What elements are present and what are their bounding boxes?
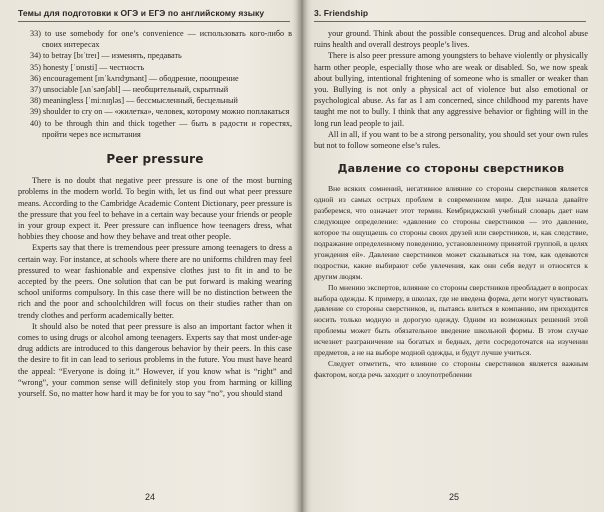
vocab-item: 40) to be through thin and thick together — быть в радости и горестях, пройти через все испытания: [30, 118, 292, 139]
vocabulary-list: [30, 28, 292, 140]
russian-text: [314, 184, 588, 380]
vocab-item: 35) honesty [ˈɒnɪsti] — честность: [30, 62, 145, 72]
page-number-right: 25: [448, 492, 459, 502]
vocab-item: 39) shoulder to cry on — «жилетка», человек, которому можно поплакаться: [30, 107, 290, 117]
vocab-item: 33) to use somebody for one’s convenience — использовать кого-либо в своих интересах: [30, 29, 292, 50]
paragraph: По мнению экспертов, влияние со стороны сверстников преобладает в вопросах выбора одежды. К примеру, в школах, где не введена форма, дети могут чувствовать давление со стороны сверстников, и, пытаясь влиться в компанию, им приходится носить только модную и дорогую одежду. Одним из возможных решений этой проблемы может быть обязательное введение школьной формы. В этом случае исчезнет разграничение на богатых и бедных, дети сосредоточатся на изучении предметов, а не на выборе модной одежды, и будут лучше учиться.: [314, 282, 588, 358]
paragraph: There is no doubt that negative peer pressure is one of the most burning problems in the modern world. To begin with, let us find out what peer pressure means. According to the Cambridge Academic Content Dictionary, peer pressure is the pressure that you feel to behave in a certain way because your friends or people in your group expect it. Peer pressure can influence how teenagers dress, what hobbies they choose and how they behave and treat other people.: [18, 176, 292, 242]
paragraph: Experts say that there is tremendous peer pressure among teenagers to dress a certain way. For instance, at schools where there are no uniforms children may feel pressured to wear fashionable and expensive clothes just to fit in and to be accepted by the peers. One solution that can be put forward is making wearing school uniforms compulsory. In this case there will be no distinction between the rich and the poor and schoolchildren will focus on their studies rather than on trendy clothes and perform academically better.: [18, 243, 292, 320]
vocab-item: 38) meaningless [ˈmiːnɪŋləs] — бессмысленный, бесцельный: [30, 96, 238, 106]
right-page-content: [314, 28, 588, 381]
running-head-right: 3. Friendship: [314, 8, 586, 22]
section-heading-russian: Давление со стороны сверстников: [337, 162, 565, 176]
running-head-left: Темы для подготовки к ОГЭ и ЕГЭ по английскому языку: [18, 8, 290, 22]
right-page: [304, 0, 604, 512]
page-number-left: 24: [144, 492, 155, 502]
paragraph: Следует отметить, что влияние со стороны сверстников является важным фактором, когда речь заходит о злоупотреблении: [314, 358, 588, 379]
section-heading-english: Peer pressure: [106, 152, 204, 167]
vocab-item: 37) unsociable [ʌnˈsəʊʃəbl] — необщительный, скрытный: [30, 85, 229, 95]
left-page-content: [18, 28, 292, 399]
paragraph: It should also be noted that peer pressure is also an important factor when it comes to using drugs or alcohol among teenagers. Experts say that most under-age drug addicts are introduced to this dangerous behavior by their peers. In this case the desire to fit in can lead to serious problems in the future. You must have heard the appeal: “Everyone is doing it.” However, if you know what is “right” and “wrong”, your common sense will definitely stop you from harming or killing yourself. So, no matter how hard it may be for you to say “no”, you should stand: [18, 321, 292, 399]
paragraph: your ground. Think about the possible consequences. Drug and alcohol abuse ruins health and overall destroys people’s lives.: [314, 29, 588, 50]
vocab-item: 34) to betray [bɪˈtreɪ] — изменять, предавать: [30, 51, 182, 61]
vocab-item: 36) encouragement [ɪnˈkʌrɪdʒmənt] — ободрение, поощрение: [30, 73, 239, 83]
paragraph: Вне всяких сомнений, негативное влияние со стороны сверстников является одной из самых острых проблем в современном мире. Для начала давайте разберемся, что означает этот термин. Кембриджский учебный словарь дает нам следующее определение: «давление со стороны сверстников — это давление, которое ты ощущаешь со стороны своих друзей или сверстников, и, как следствие, подражание определенному поведению, установленному принятой группой, в целях угождения ей». Давление сверстников может сказываться на том, как одеваются подростки, какие выбирают себе увлечения, как они себя ведут и относятся к другим людям.: [314, 184, 588, 281]
left-page: [0, 0, 300, 512]
paragraph: There is also peer pressure among youngsters to behave violently or physically harm other people, especially those who are weak or disabled. So, we now speak about bullying, intentional frightening of someone who is smaller or weaker than you. Bullying is not only a physical act of violence but also emotional or psychological abuse. As far as I am concerned, since childhood my parents have taught me not to bully. I think that any aggressive behavior or fighting will in the long run lead people to jail.: [314, 51, 588, 128]
paragraph: All in all, if you want to be a strong personality, you should set your own rules but not to follow someone else’s rules.: [314, 129, 588, 151]
